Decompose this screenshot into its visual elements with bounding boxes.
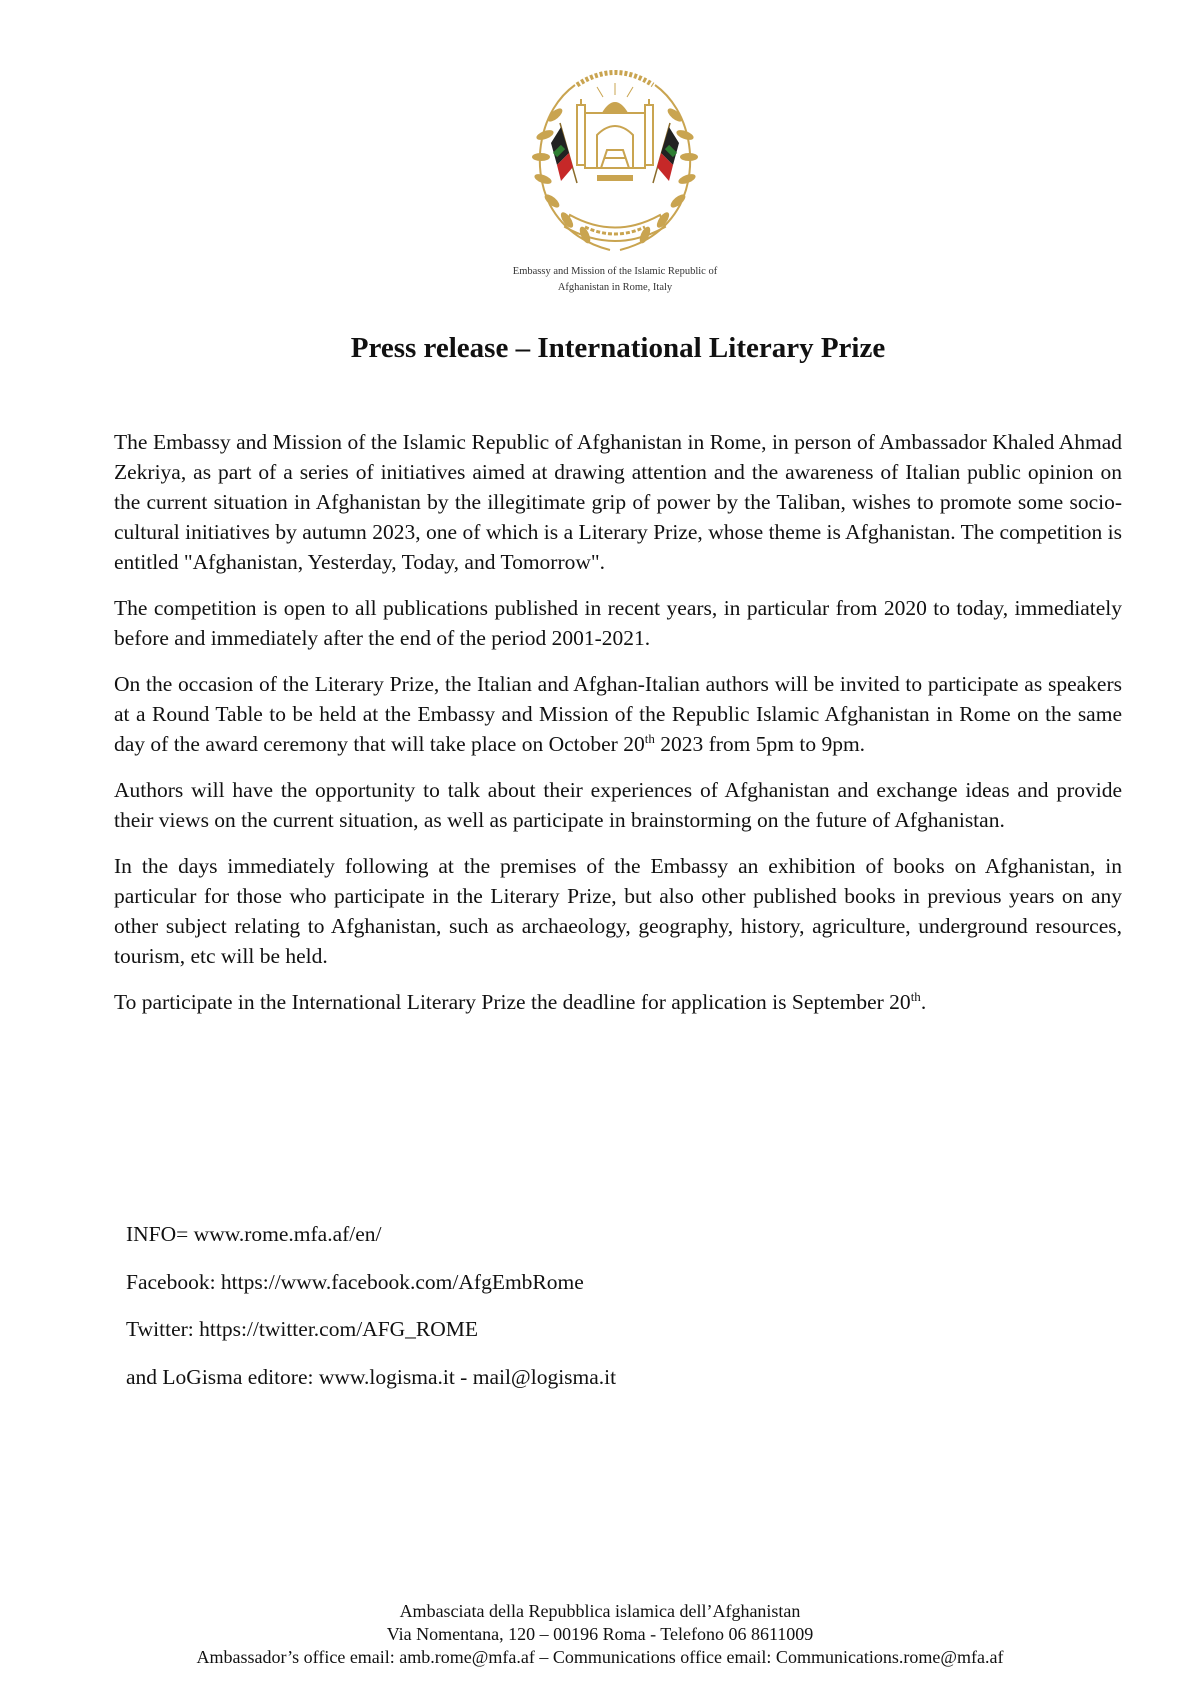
- paragraph-authors: Authors will have the opportunity to talk about their experiences of Afghanistan and exchange ideas and provide their views on the current situation, as well as participate in brainstorming on the future of Afghanistan.: [114, 778, 1122, 832]
- contact-info: [126, 1220, 1026, 1410]
- paragraph-deadline: [114, 987, 1122, 1017]
- footer-address: Via Nomentana, 120 – 00196 Roma - Telefono 06 8611009: [386, 1624, 814, 1644]
- page-title: Press release – International Literary Prize: [350, 332, 886, 364]
- ordinal-suffix: th: [910, 988, 921, 1004]
- emblem-caption-line1: Embassy and Mission of the Islamic Republic of: [512, 266, 718, 277]
- deadline-text: To participate in the International Literary Prize the deadline for application is September 20: [114, 990, 911, 1014]
- page-footer: [0, 1600, 1200, 1669]
- paragraph-eligibility: The competition is open to all publications published in recent years, in particular from 2020 to today, immediately before and immediately after the end of the period 2001-2021.: [114, 596, 1122, 650]
- round-table-text: On the occasion of the Literary Prize, the Italian and Afghan-Italian authors will be invited to participate as speakers at a Round Table to be held at the Embassy and Mission of the Republic Islamic Afghanistan in Rome on the same day of the award ceremony that will take place on October 20: [114, 672, 1122, 756]
- paragraph-exhibition: In the days immediately following at the premises of the Embassy an exhibition of books on Afghanistan, in particular for those who participate in the Literary Prize, but also other published books in previous years on any other subject relating to Afghanistan, such as archaeology, geography, history, agriculture, underground resources, tourism, etc will be held.: [114, 854, 1122, 968]
- info-facebook: Facebook: https://www.facebook.com/AfgEmbRome: [126, 1269, 584, 1294]
- afghanistan-emblem-icon: [515, 55, 715, 265]
- ordinal-suffix: th: [644, 730, 655, 746]
- footer-emails: Ambassador’s office email: amb.rome@mfa.af – Communications office email: Communications.rome@mfa.af: [196, 1647, 1004, 1667]
- round-table-date-text: 2023 from 5pm to 9pm.: [654, 732, 866, 756]
- paragraph-introduction: The Embassy and Mission of the Islamic Republic of Afghanistan in Rome, in person of Ambassador Khaled Ahmad Zekriya, as part of a series of initiatives aimed at drawing attention and the awareness of Italian public opinion on the current situation in Afghanistan by the illegitimate grip of power by the Taliban, wishes to promote some socio-cultural initiatives by autumn 2023, one of which is a Literary Prize, whose theme is Afghanistan. The competition is entitled "Afghanistan, Yesterday, Today, and Tomorrow".: [114, 430, 1122, 574]
- footer-embassy-name: Ambasciata della Repubblica islamica dell’Afghanistan: [399, 1601, 801, 1621]
- info-website: INFO= www.rome.mfa.af/en/: [126, 1222, 382, 1246]
- paragraph-round-table: [114, 669, 1122, 759]
- info-twitter: Twitter: https://twitter.com/AFG_ROME: [126, 1317, 479, 1341]
- deadline-end: .: [920, 990, 927, 1014]
- info-publisher: and LoGisma editore: www.logisma.it - mail@logisma.it: [126, 1364, 617, 1389]
- emblem-caption-line2: Afghanistan in Rome, Italy: [557, 282, 673, 293]
- press-release-body: [114, 427, 1122, 1033]
